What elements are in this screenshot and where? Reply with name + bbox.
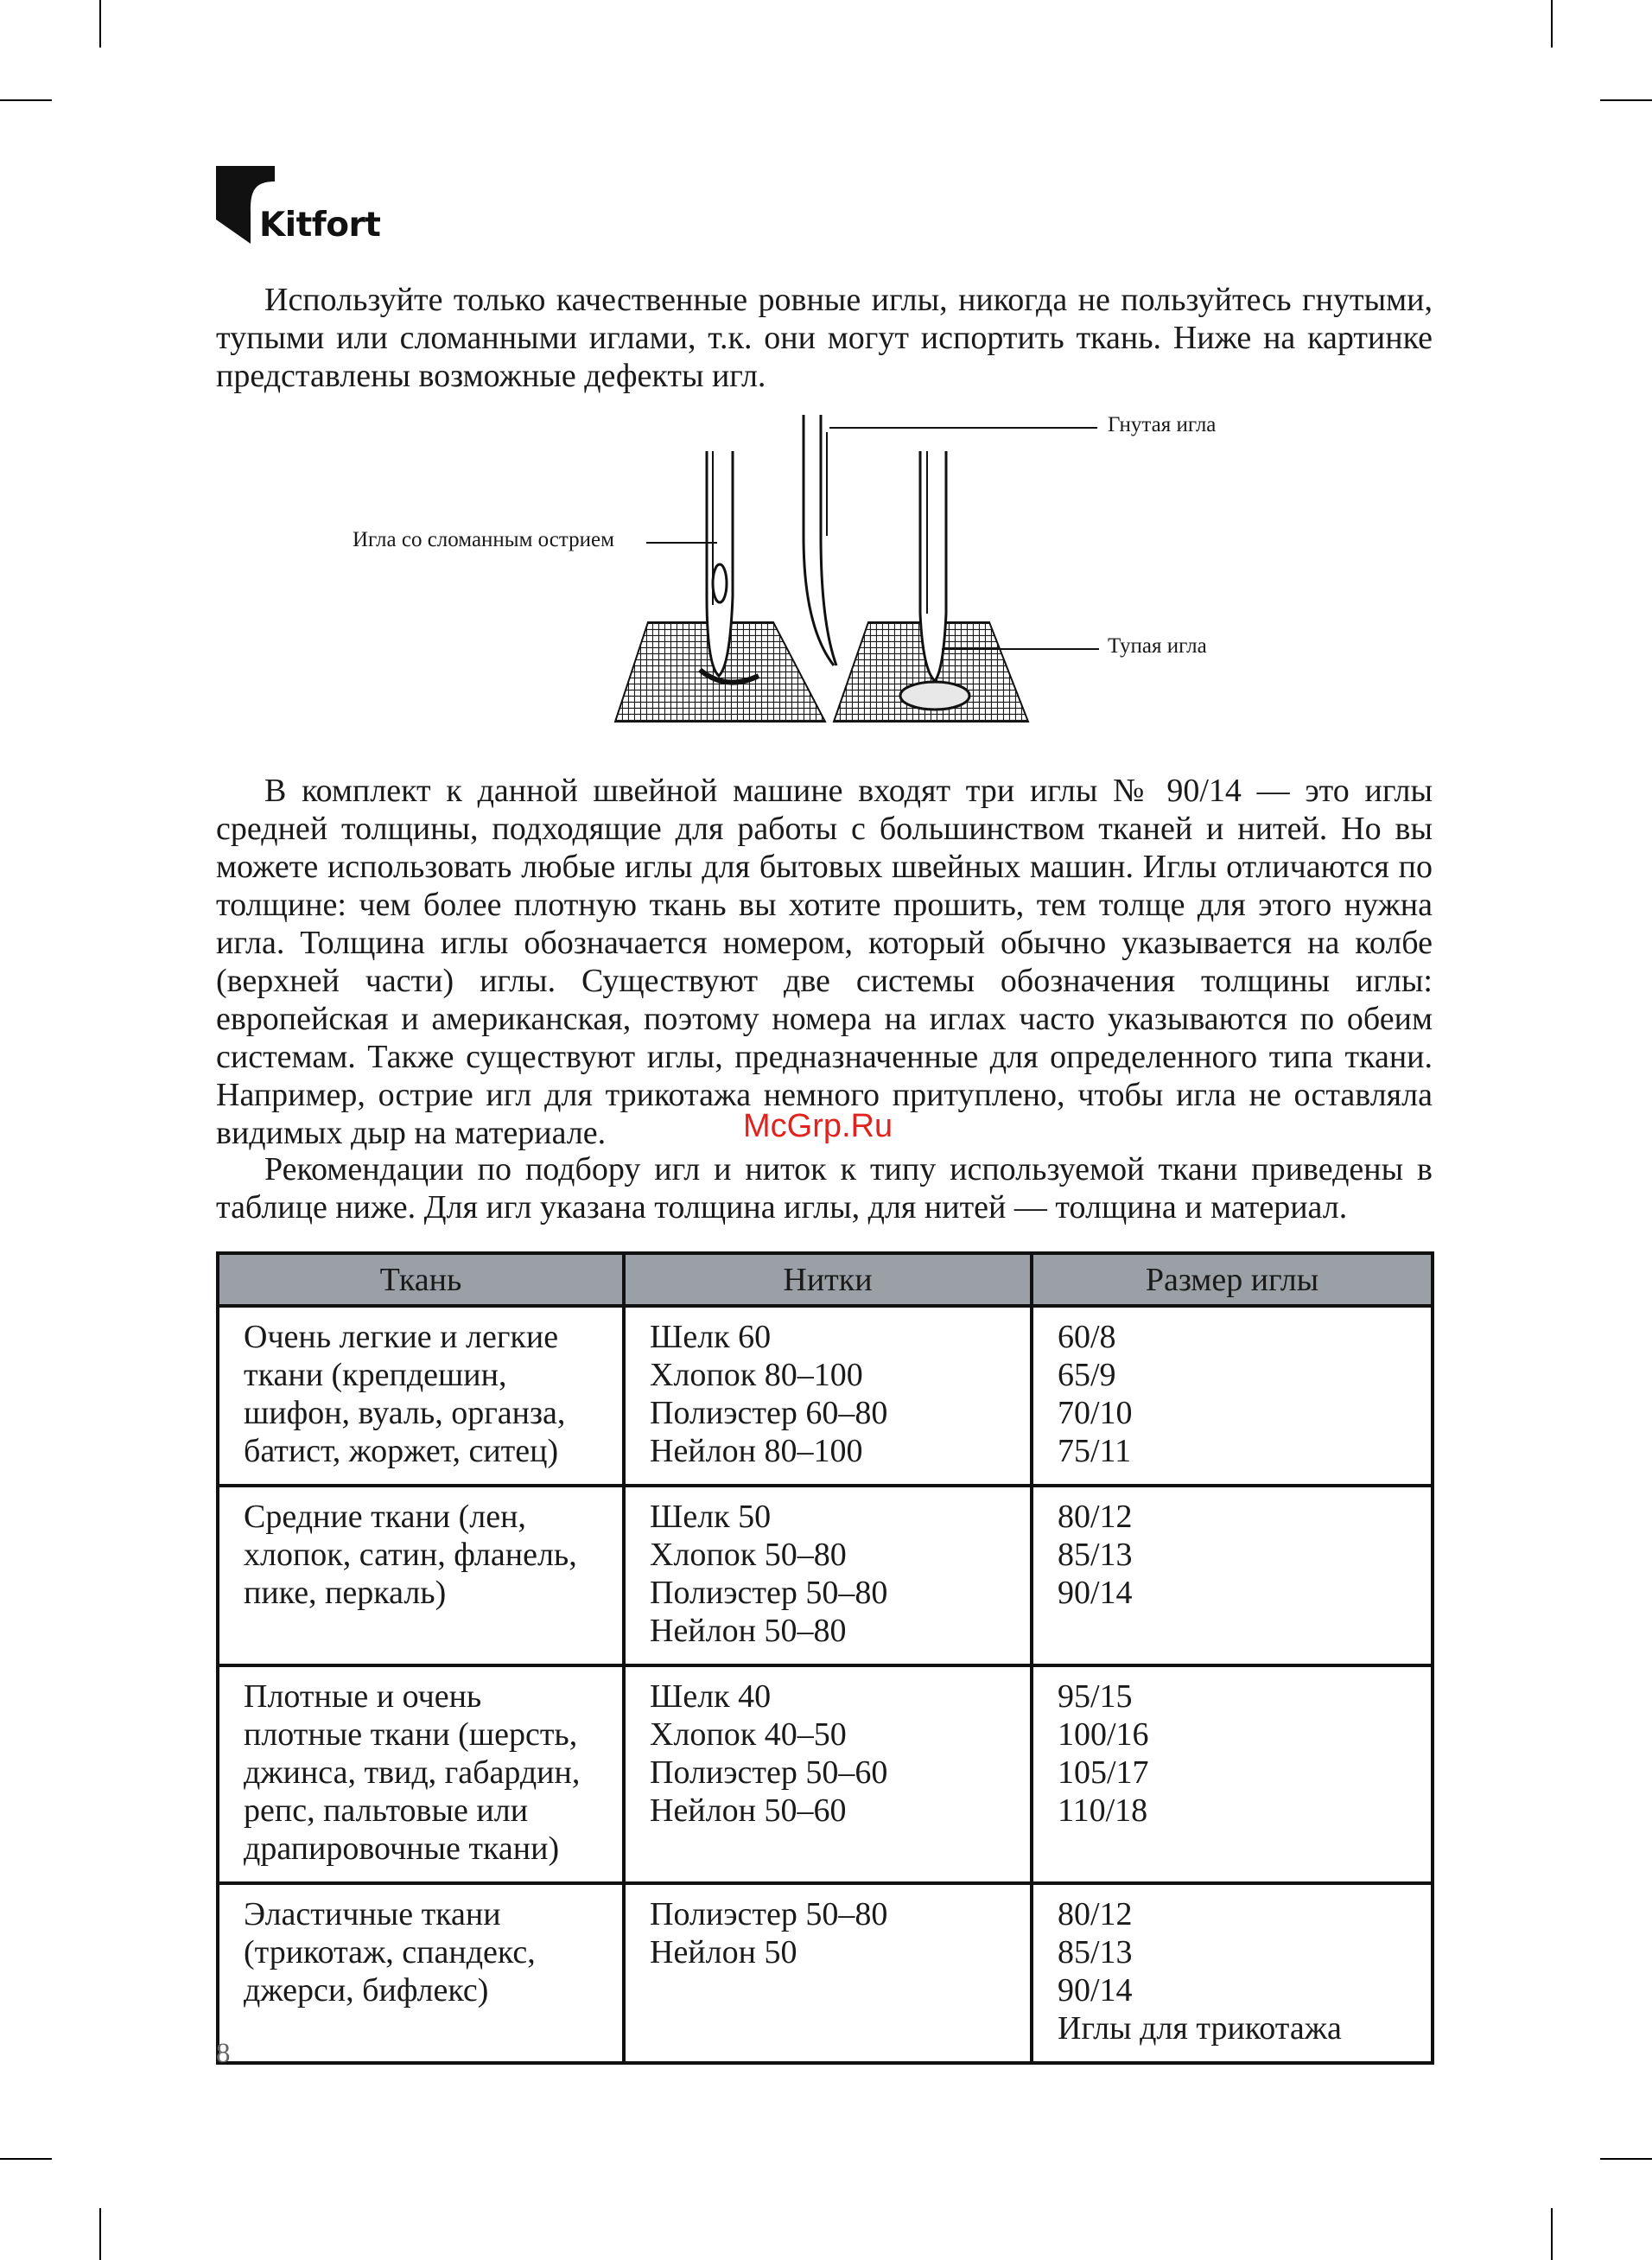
needle-thread-table [216,1251,1434,2065]
crop-mark [1600,2158,1652,2160]
needle-size-cell: 95/15 100/16 105/17 110/18 [1032,1665,1433,1883]
crop-mark [0,99,52,101]
header-threads: Нитки [624,1253,1032,1306]
needle-size-cell: 80/12 85/13 90/14 [1032,1486,1433,1665]
crop-mark [99,0,101,48]
header-fabric: Ткань [218,1253,624,1306]
threads-cell: Шелк 40 Хлопок 40–50 Полиэстер 50–60 Нейлон 50–60 [624,1665,1032,1883]
crop-mark [99,2208,101,2260]
crop-mark [0,2158,52,2160]
crop-mark [1551,2208,1553,2260]
table-header-row [218,1253,1433,1306]
header-needle-size: Размер иглы [1032,1253,1433,1306]
fabric-cell: Эластичные ткани (трикотаж, спандекс, джерси, бифлекс) [218,1883,624,2063]
needle-size-cell: 80/12 85/13 90/14 Иглы для трикотажа [1032,1883,1433,2063]
label-broken-needle: Игла со сломанным острием [353,528,614,551]
bent-needle [804,415,836,665]
table-row [218,1665,1433,1883]
watermark: McGrp.Ru [743,1108,893,1144]
needle-defects-figure [0,406,1652,735]
main-paragraph: В комплект к данной швейной машине входят три иглы № 90/14 — это иглы средней толщины, подходящие для работы с большинством тканей и нитей. Но вы можете использовать любые иглы для бытовых швейных машин. Иглы отличаются по толщине: чем более плотную ткань вы хотите прошить, тем толще для этого нужна игла. Толщина иглы обозначается номером, который обычно указывается на колбе (верхней части) иглы. Существуют две системы обозначения толщины иглы: европейская и американская, поэтому номера на иглах часто указываются по обеим системам. Также существуют иглы, предназначенные для определенного типа ткани. Например, острие игл для трикотажа немного притуплено, чтобы игла не оставляла видимых дыр на материале. [216,773,1433,1151]
crop-mark [1600,99,1652,101]
table-row [218,1883,1433,2063]
label-blunt-needle: Тупая игла [1108,634,1207,658]
fabric-cell: Очень легкие и легкие ткани (крепдешин, шифон, вуаль, органза, батист, жоржет, ситец) [218,1306,624,1486]
threads-cell: Шелк 60 Хлопок 80–100 Полиэстер 60–80 Нейлон 80–100 [624,1306,1032,1486]
crop-mark [1551,0,1553,48]
threads-cell: Шелк 50 Хлопок 50–80 Полиэстер 50–80 Нейлон 50–80 [624,1486,1032,1665]
threads-cell: Полиэстер 50–80 Нейлон 50 [624,1883,1032,2063]
intro-paragraph: Используйте только качественные ровные иглы, никогда не пользуйтесь гнутыми, тупыми или сломанными иглами, т.к. они могут испортить ткань. Ниже на картинке представлены возможные дефекты игл. [216,282,1433,394]
table-row [218,1306,1433,1486]
brand-name: Kitfort [259,206,381,245]
recommend-paragraph: Рекомендации по подбору игл и ниток к типу используемой ткани приведены в таблице ниже. Для игл указана толщина иглы, для нитей — толщина и материал. [216,1151,1433,1225]
table-row [218,1486,1433,1665]
fabric-cell: Средние ткани (лен, хлопок, сатин, фланель, пике, перкаль) [218,1486,624,1665]
needle-size-cell: 60/8 65/9 70/10 75/11 [1032,1306,1433,1486]
label-bent-needle: Гнутая игла [1108,413,1217,436]
page-number: 8 [216,2038,231,2069]
fabric-cell: Плотные и очень плотные ткани (шерсть, джинса, твид, габардин, репс, пальтовые или драпировочные ткани) [218,1665,624,1883]
